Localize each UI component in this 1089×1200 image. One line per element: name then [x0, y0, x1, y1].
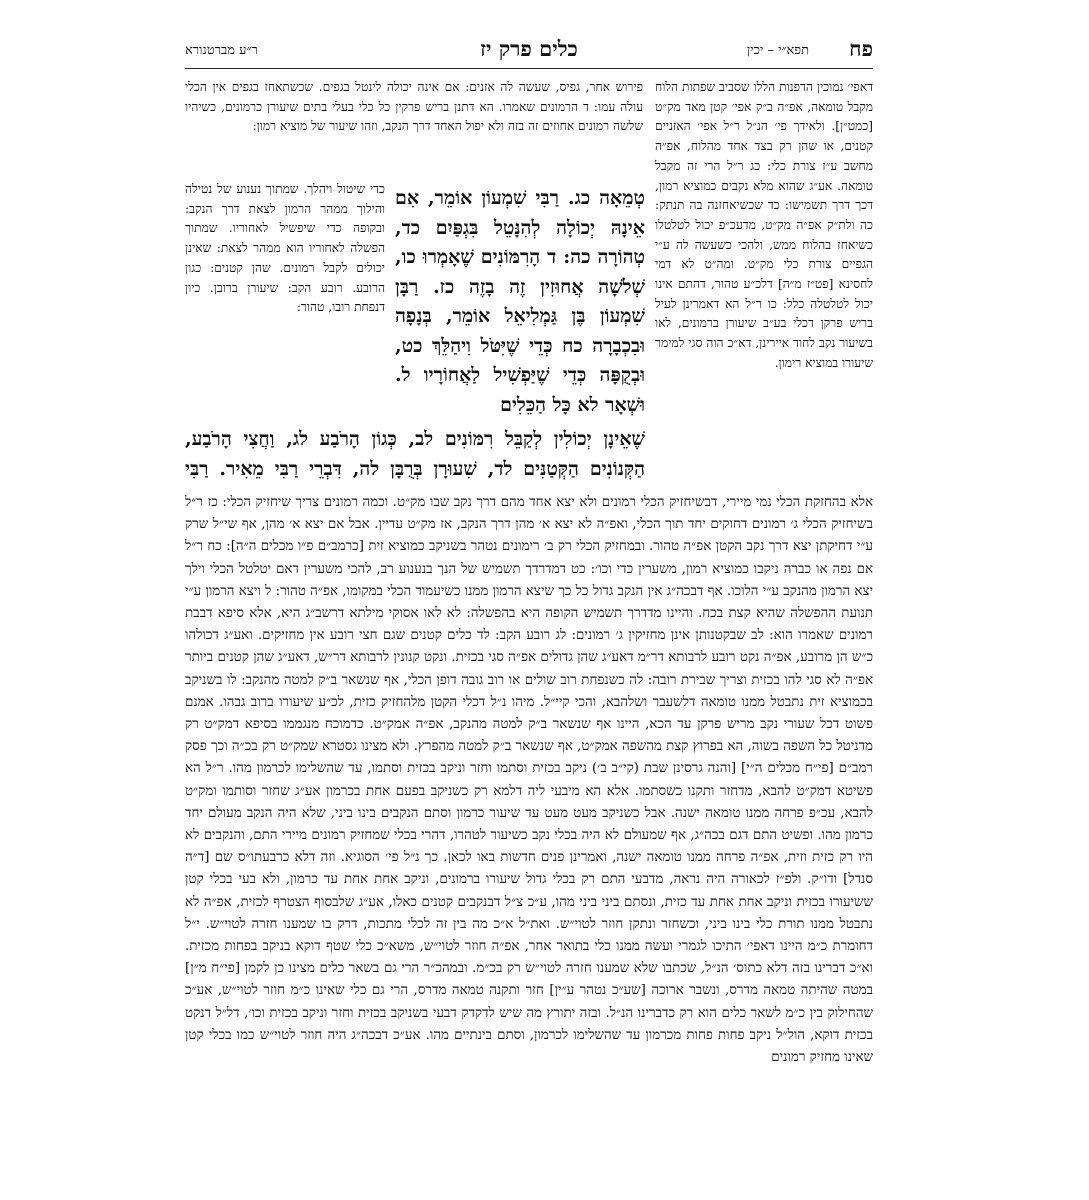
bartenura-commentary-side: כדי שיטול ויהלך. שמתוך נענוע של נטילה והילוך ממהר הרמון לצאת דרך הנקב: ובקופה כדי שיפשיל לאחוריו. שמתוך הפשלה לאחוריו הוא ממהר לצאת: שאינן יכולים לקבל רמונים. שהן קטנים: כגון הרובע. רובע הקב: שיעורן ברובן. כיון דנפחת רובו, טהור:	[185, 182, 385, 315]
mishna-text-continued: שֶׁאֵינָן יְכוֹלִין לְקַבֵּל רִמּוֹנִים לב, כְּגוֹן הָרֹבַע לג, וַחֲצִי הָרֹבַע, הַקְּנוֹנִים הַקְּטַנִּים לד, שִׁעוּרָן בְּרֻבָּן לה, דִּבְרֵי רַבִּי מֵאִיר. רַבִּי	[185, 428, 645, 480]
running-header	[185, 34, 873, 64]
header-tractate-title: כלים פרק יז	[480, 36, 578, 61]
bartenura-commentary-top: פירוש אחר, גפיס, שעשה לה אזנים: אם אינה יכולה לינטל בגפים. שכשתאחז בגפים אין הכלי עולה עמו: ד הרמונים שאמרו. הא דתנן בריש פרקין כל כלי בעלי בתים שיעורן כרמונים, כשיהיו שלשה רמונים אחוזים זה בזה ולא יפול האחד דרך הנקב, וזהו שיעור של מוציא רמון:	[185, 80, 643, 134]
header-commentary-left: ר״ע מברטנורא	[185, 43, 258, 58]
header-rule	[185, 68, 873, 69]
header-commentary-right: תפא״י – יכין	[746, 43, 809, 58]
page-number: פח	[849, 36, 873, 61]
yachin-commentary-column: דאפי׳ נמוכין הדפנות הללו שסביב שפתות הלוח מקבל טומאה, אפ״ה ב״ק אפי׳ קטן מאד מק״ט [כמט״ן]. ולאידך פי׳ הנ״ל ר״ל אפי׳ האזניים קטנים, או שהן רק בצד אחד מהלוח, אפ״ה מחשב ע״ז צורת כלי: כג ר״ל הרי זה מקבל טומאה. אע״ג שהוא מלא נקבים כמוציא רמון, דכך דרך תשמישו: כד שכשיאחזנה בה תנתק: כה ולת״ק אפ״ה מק״ט, מדעכ״פ יכול לטלטלו כשיאחז בהלוח ממש, ולהכי כשעשה לה ע״י הגפיים צורת כלי מק״ט. ומה״ט לא דמי לחסינא [פט״ז מ״ה] דלכ״ע טהור, דהתם אינו יכול לטלטלה כלל: כו ר״ל הא דאמרינן לעיל בריש פרקן דכלי בע״ב שיעורן ברמונים, לאו בשיעור נקב לחוד איירינן, דא״כ הוה סגי למימר שיעורו במוציא רימון.	[655, 80, 873, 370]
mishna-text: טְמֵאָה כג. רַבִּי שִׁמְעוֹן אוֹמֵר, אִם אֵינָהּ יְכוֹלָה לְהִנָּטֵל בִּגְפַּיִם כד, טְהוֹרָה כה: ד הָרִמּוֹנִים שֶׁאָמְרוּ כו, שְׁלֹשָׁה אֲחוּזִין זֶה בָזֶה כז. רַבָּן שִׁמְעוֹן בֶּן גַּמְלִיאֵל אוֹמֵר, בְּנָפָה וּבִכְבָרָה כח כְּדֵי שֶׁיִּטֹּל וִיהַלֵּךְ כט, וּבְקֻפָּה כְּדֵי שֶׁיַּפְשִׁיל לַאֲחוֹרָיו ל. וּשְׁאָר לא כָּל הַכֵּלִים	[395, 187, 645, 416]
yachin-commentary-lower: אלא בהחזקת הכלי נמי מיירי, דבשיחזיק הכלי רמונים ולא יצא אחד מהם דרך נקב שבו מק״ט. וכמה רמונים צריך שיחזיק הכלי: כז ר״ל בשיחזיק הכלי ג׳ רמונים דחוקים יחד תוך הכלי, ואפ״ה לא יצא א׳ מהן דרך הנקב, אז מק״ט עדיין. אבל אם יצא א׳ מהן, אף שי״ל שרק ע״י דחיקתן יצא דרך נקב הקטן אפ״ה טהור. ובמחזיק הכלי רק ב׳ רימונים נטהר בשניקב כמוציא זית [כרמב״ם פ״ו מכלים ה״ה]: כח ר״ל אם נפה או כברה ניקבו כמוציא רמון, משערין כדי וכו׳: כט דמדרדך תשמיש של הנך בנענוע רב, להכי משערין דאם יטלטל הכלי וילך יצא הרמון מהנקב ע״י הלוכו. אף דבכה״ג אין הנקב גדול כל כך שיצא הרמון ממנו כשיעמוד הכלי במקומו, אפ״ה טהור: ל ויצא הרמון ע״י תנועת ההפשלה שהיא קצת בכח. והיינו מדדרך תשמיש הקופה היא בהפשלה: לא לאו אסוקי מילתא דרשב״ג היא, אלא סיפא דבבת רמונים שאמרו הוא: לב שבקטנותן אינן מחזיקין ג׳ רמונים: לג רובע הקב: לד כלים קטנים שגם חצי רובע אין מחזיקים. ואע״ג דכולהו כ״ש הן מרובע, אפ״ה נקט רובע לרבותא דר״מ דאע״ג שהן גדולים אפ״ה סגי בכזית. ונקט קנונין לרבותא דר״ש, דאע״ג שהן קטנים ביותר אפ״ה לא סגי להו בכזית וצריך שבירת רובה: לה כשנפחת רוב שולים או רוב גובה דופן הכלי, אף שנשאר ב״ק למטה מהנקב: לו בשניקב בכמוציא זית נתבטל ממנו טומאה דלשעבר ושלהבא, והכי קיי״ל. מיהו נ״ל דכלי הקטן מלהחזיק כזית, לכ״ע שיעורו ברוב גבהו. אמנם פשוט דכל שעורי נקב מריש פרקן עד הכא, היינו אף שנשאר ב״ק למטה מהנקב, אפ״ה אמק״ט. כדמוכח מנגממו בסיפא דמק״ט רק מדניטל כל השפה בשוה, הא בפרוץ קצת מהשפה אמק״ט, אף שנשאר ב״ק למטה מהפרץ. ולא מצינו גסטרא שמק״ט רק בכ״ה וכך פסק רמב״ם [פי״ח מכלים ה״י] [והנה גרסינן שבת (קי״ב ב׳) ניקב בכזית וסתמו וחזר וניקב בכזית וסתמו, עד שהשלימו לכרמון מהו. ר״ל הא פשיטא דמק״ט להבא, מדחזר ותקנו כשסתמו. אלא הא מיבעי ליה דלמא רק כשניקב בפעם אחת בכרמון אע״ג שחזר וסותמו ומק״ט להבא, עכ״פ פרחה ממנו טומאה ישנה. אבל כשניקב מעט מעט עד שיעור כרמון וסתם הנקבים בינו ביני, שלא היה הנקב מעולם יחד כרמון מהו. ופשיט התם דגם בכה״ג, אף שמעולם לא היה בכלי נקב כשיעור לטהרו, דהרי בכלי שמחזיק רמונים מיירי התם, והנקבים לא היו רק כזית וזית, אפ״ה פרחה ממנו טומאה ישנה, ואמרינן פנים חדשות באו לכאן. כך נ״ל פי׳ הסוגיא. וזה דלא כרבעתו״ס שם [ד״ה סנדל] ודו״ק. ולפ״ז לכאורה היה נראה, מדבעי התם רק בכלי גדול שיעורו ברמונים, וניקב אחת אחת עד כרמון, ולא בעי בכלי קטן ששיעורו בכזית וניקב אחת אחת עד כזית, ונסתם ביני ביני מהו, ע״כ צ״ל דבנקבים קטנים כאלו, אע״ג שלבסוף הצטרף לכזית, אפ״ה לא נתבטל ממנו תורת כלי בינו ביני, וכשחזר ונתקן חוזר לטוי״ש. ואת״ל א״כ מה בין זה לכלי מתכות, דרק בו שמענו חזרה לטוי״ש. י״ל דחומרת כ״מ היינו דאפי׳ התיכו לגמרי ועשה ממנו כלי בתואר אחר, אפ״ה חוזר לטוי״ש, משא״כ כלי שטף דוקא בניקב בפחות מכזית. וא״כ דברינו בזה דלא כתוס׳ הנ״ל, שכתבו שלא שמענו חזרה לטוי״ש רק בכ״מ. ובמהכ״ר הרי גם בשאר כלים מצינו כן לקמן [פי״ח מ״ן] במטה שהיתה טמאה מדרס, ונשבר ארוכה [שע״כ נטהר ע״ין] חזר ותקנה טמאה מדרס, הרי גם כלי שאינו כ״מ חוזר לטוי״ש, אע״כ שהחילוק בין כ״מ לשאר כלים הוא רק כדברינו הנ״ל. ובזה יתורץ מה שיש לדקדק דבעי בשניקב בכזית וחזר וניקב בכזית וכו׳, דל״ל דנקט בכזית דוקא, הול״ל ניקב פחות פחות מכרמון עד שהשלימו לכרמון, וסתם בינתיים מהו. אע״כ דבכה״ג היה חוזר לטוי״ש כמו בכלי קטן שאינו מחזיק רמונים	[185, 495, 873, 1066]
